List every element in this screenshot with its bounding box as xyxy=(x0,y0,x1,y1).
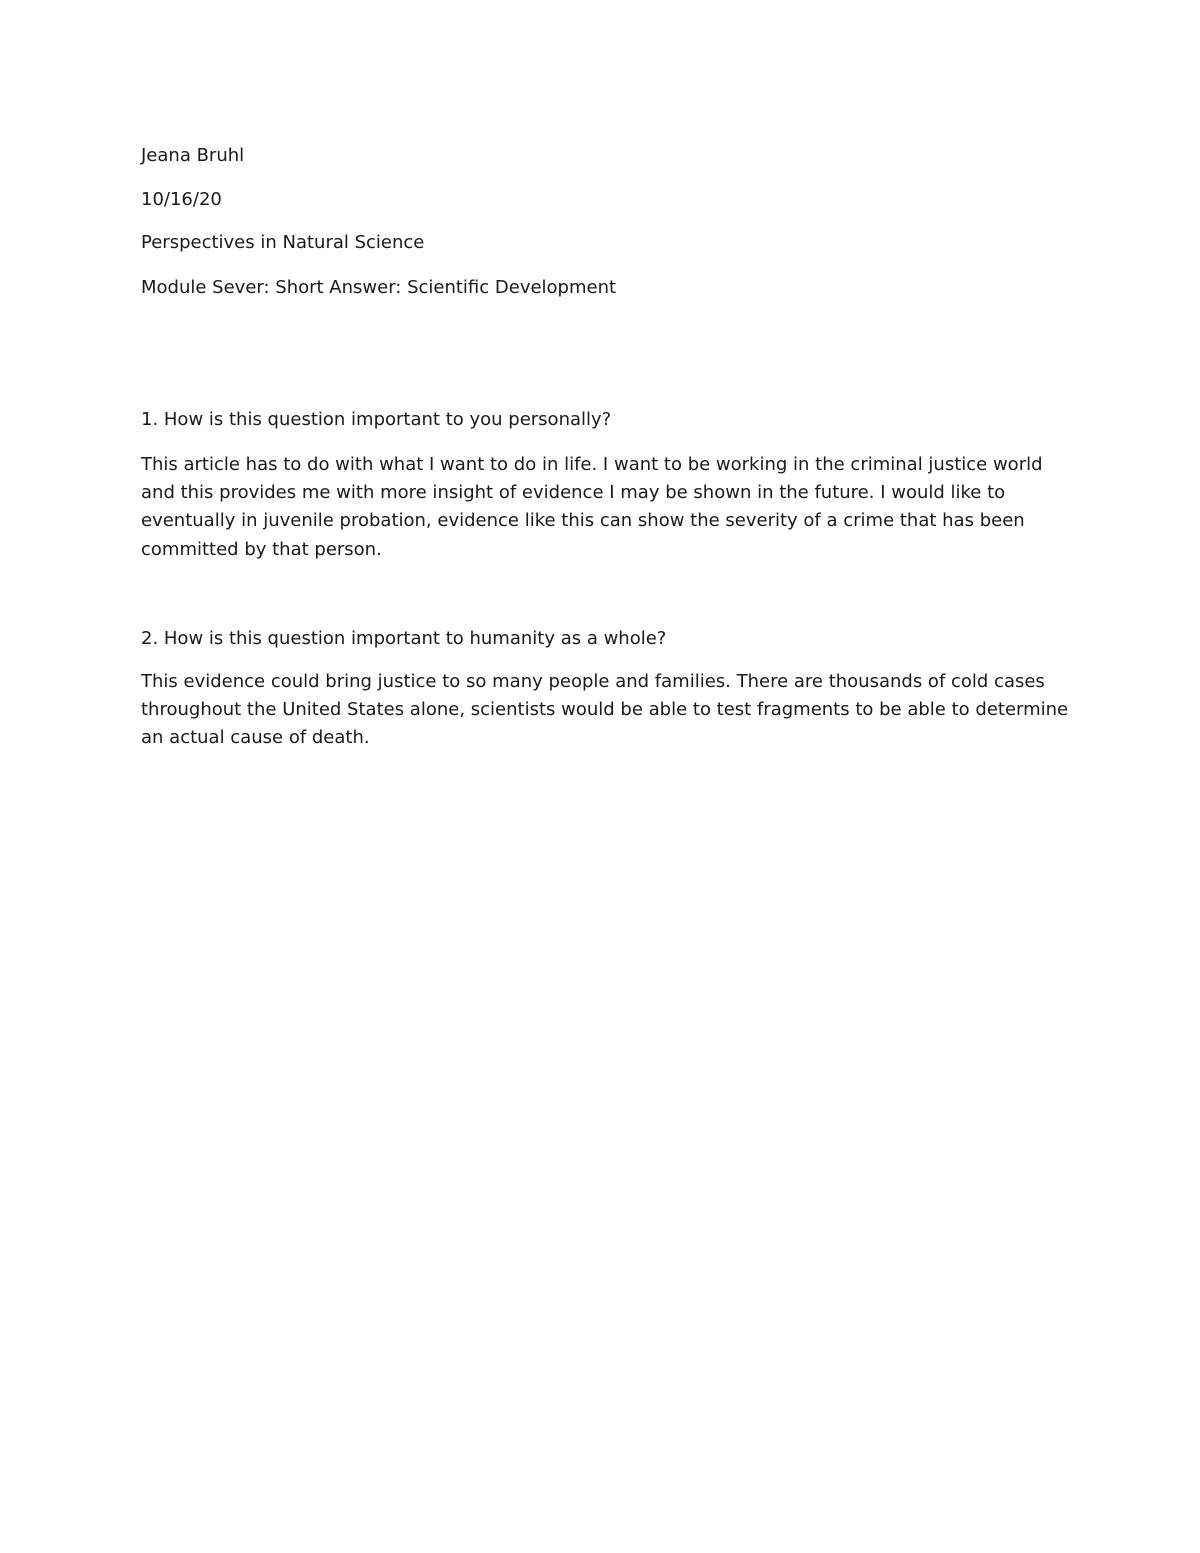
question-1: 1. How is this question important to you personally? xyxy=(141,409,612,430)
assignment-title: Module Sever: Short Answer: Scientific Development xyxy=(141,277,617,298)
document-date: 10/16/20 xyxy=(141,189,222,210)
question-2: 2. How is this question important to humanity as a whole? xyxy=(141,628,667,649)
author-name: Jeana Bruhl xyxy=(141,145,245,166)
answer-1: This article has to do with what I want to do in life. I want to be working in the criminal justice world and this provides me with more insight of evidence I may be shown in the future. I would like to eventually in juvenile probation, evidence like this can show the severity of a crime that has been committed by that person. xyxy=(141,454,1043,560)
course-title: Perspectives in Natural Science xyxy=(141,232,425,253)
answer-2: This evidence could bring justice to so many people and families. There are thousands of cold cases throughout the United States alone, scientists would be able to test fragments to be able to determine an actual cause of death. xyxy=(141,671,1069,749)
